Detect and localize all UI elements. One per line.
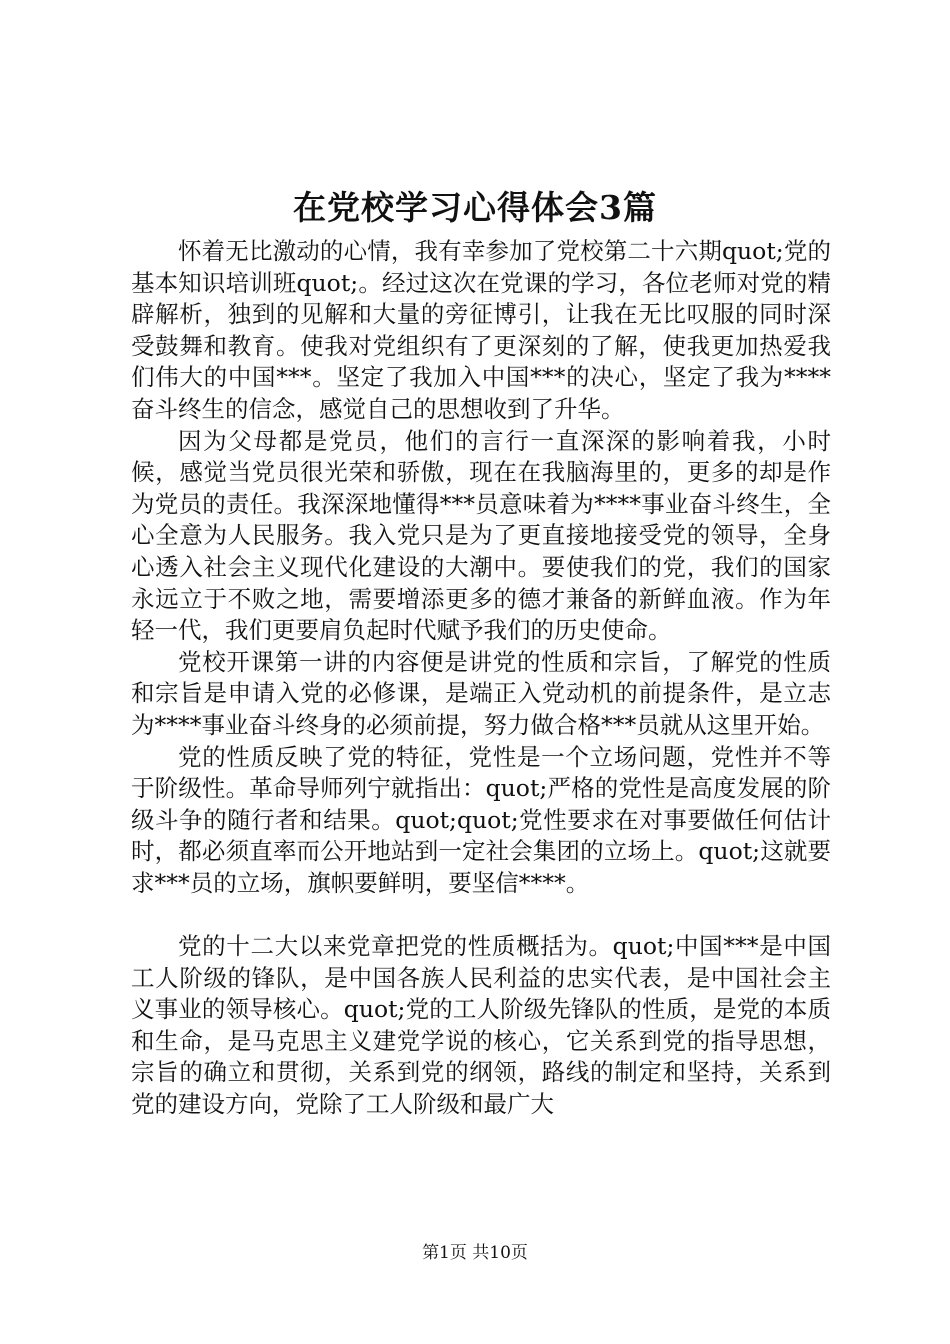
paragraph-3: 党校开课第一讲的内容便是讲党的性质和宗旨，了解党的性质和宗旨是申请入党的必修课，是端正入党动机的前提条件，是立志为****事业奋斗终身的必须前提，努力做合格***员就从这里开始。 — [131, 647, 831, 739]
paragraph-5: 党的十二大以来党章把党的性质概括为。quot;中国***是中国工人阶级的锋队，是中国各族人民利益的忠实代表，是中国社会主义事业的领导核心。quot;党的工人阶级先锋队的性质，是党的本质和生命，是马克思主义建党学说的核心，它关系到党的指导思想，宗旨的确立和贯彻，关系到党的纲领，路线的制定和坚持，关系到党的建设方向，党除了工人阶级和最广大 — [131, 932, 831, 1119]
paragraph-1: 怀着无比激动的心情，我有幸参加了党校第二十六期quot;党的基本知识培训班quot;。经过这次在党课的学习，各位老师对党的精辟解析，独到的见解和大量的旁征博引，让我在无比叹服的同时深受鼓舞和教育。使我对党组织有了更深刻的了解，使我更加热爱我们伟大的中国***。坚定了我加入中国***的决心，坚定了我为****奋斗终生的信念，感觉自己的思想收到了升华。 — [131, 237, 831, 423]
document-title: 在党校学习心得体会3篇 — [293, 188, 657, 227]
paragraph-4: 党的性质反映了党的特征，党性是一个立场问题，党性并不等于阶级性。革命导师列宁就指出：quot;严格的党性是高度发展的阶级斗争的随行者和结果。quot;quot;党性要求在对事要做任何估计时，都必须直率而公开地站到一定社会集团的立场上。quot;这就要求***员的立场，旗帜要鲜明，要坚信****。 — [131, 742, 831, 897]
document-body — [131, 236, 831, 1121]
paragraph-2: 因为父母都是党员，他们的言行一直深深的影响着我，小时候，感觉当党员很光荣和骄傲，现在在我脑海里的，更多的却是作为党员的责任。我深深地懂得***员意味着为****事业奋斗终生，全心全意为人民服务。我入党只是为了更直接地接受党的领导，全身心透入社会主义现代化建设的大潮中。要使我们的党，我们的国家永远立于不败之地，需要增添更多的德才兼备的新鲜血液。作为年轻一代，我们更要肩负起时代赋予我们的历史使命。 — [131, 426, 831, 645]
page-footer: 第1页 共10页 — [422, 1243, 528, 1263]
